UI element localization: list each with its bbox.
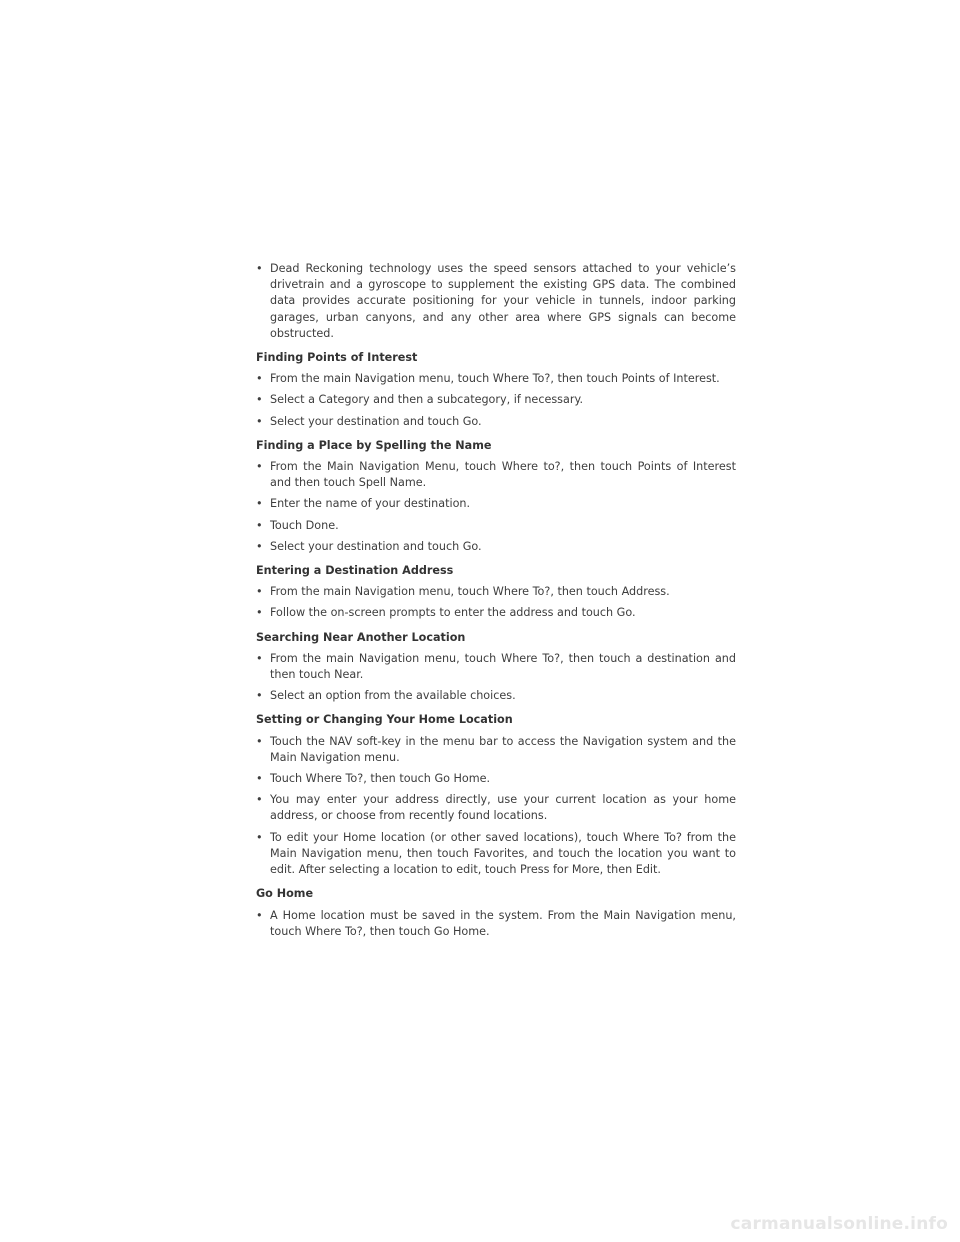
section-heading: Setting or Changing Your Home Location <box>256 713 513 727</box>
list-item: • Dead Reckoning technology uses the speed sensors attached to your vehicle’s drivetrain and a gyroscope to supplement the existing GPS data. The combined data provides accurate positioning for your vehicle in tunnels, indoor parking garages, urban canyons, and any other area where GPS signals can become obstructed. <box>256 261 736 342</box>
section-heading: Finding a Place by Spelling the Name <box>256 438 492 452</box>
section-go-home <box>256 886 736 940</box>
section-destination-address <box>256 563 736 622</box>
list-item: • A Home location must be saved in the system. From the Main Navigation menu, touch Where To?, then touch Go Home. <box>256 908 736 940</box>
list-item: • Enter the name of your destination. <box>256 496 736 512</box>
list-item: • Touch Done. <box>256 518 736 534</box>
section-heading: Finding Points of Interest <box>256 351 418 365</box>
list-item: • Select a Category and then a subcategory, if necessary. <box>256 392 736 408</box>
list-item: • From the main Navigation menu, touch Where To?, then touch Address. <box>256 584 736 600</box>
list-item: • From the main Navigation menu, touch Where To?, then touch a destination and then touch Near. <box>256 651 736 683</box>
list-item: • Follow the on-screen prompts to enter the address and touch Go. <box>256 605 736 621</box>
list-item: • To edit your Home location (or other saved locations), touch Where To? from the Main Navigation menu, then touch Favorites, and touch the location you want to edit. After selecting a location to edit, touch Press for More, then Edit. <box>256 830 736 879</box>
list-item: • Select an option from the available choices. <box>256 688 736 704</box>
list-item: • From the main Navigation menu, touch Where To?, then touch Points of Interest. <box>256 371 736 387</box>
site-watermark: carmanualsonline.info <box>730 1214 948 1234</box>
list-item: • Touch Where To?, then touch Go Home. <box>256 771 736 787</box>
section-searching-near-another-location <box>256 630 736 705</box>
section-heading: Go Home <box>256 887 314 901</box>
section-finding-points-of-interest <box>256 350 736 430</box>
section-home-location <box>256 712 736 878</box>
list-item: • You may enter your address directly, use your current location as your home address, or choose from recently found locations. <box>256 792 736 824</box>
section-heading: Entering a Destination Address <box>256 564 454 578</box>
section-spelling-the-name <box>256 438 736 555</box>
list-item: • Select your destination and touch Go. <box>256 414 736 430</box>
list-item: • From the Main Navigation Menu, touch Where to?, then touch Points of Interest and then touch Spell Name. <box>256 459 736 491</box>
list-item: • Touch the NAV soft-key in the menu bar to access the Navigation system and the Main Navigation menu. <box>256 734 736 766</box>
section-heading: Searching Near Another Location <box>256 630 466 644</box>
list-item: • Select your destination and touch Go. <box>256 539 736 555</box>
page-content <box>256 261 736 945</box>
intro-list <box>256 261 736 342</box>
